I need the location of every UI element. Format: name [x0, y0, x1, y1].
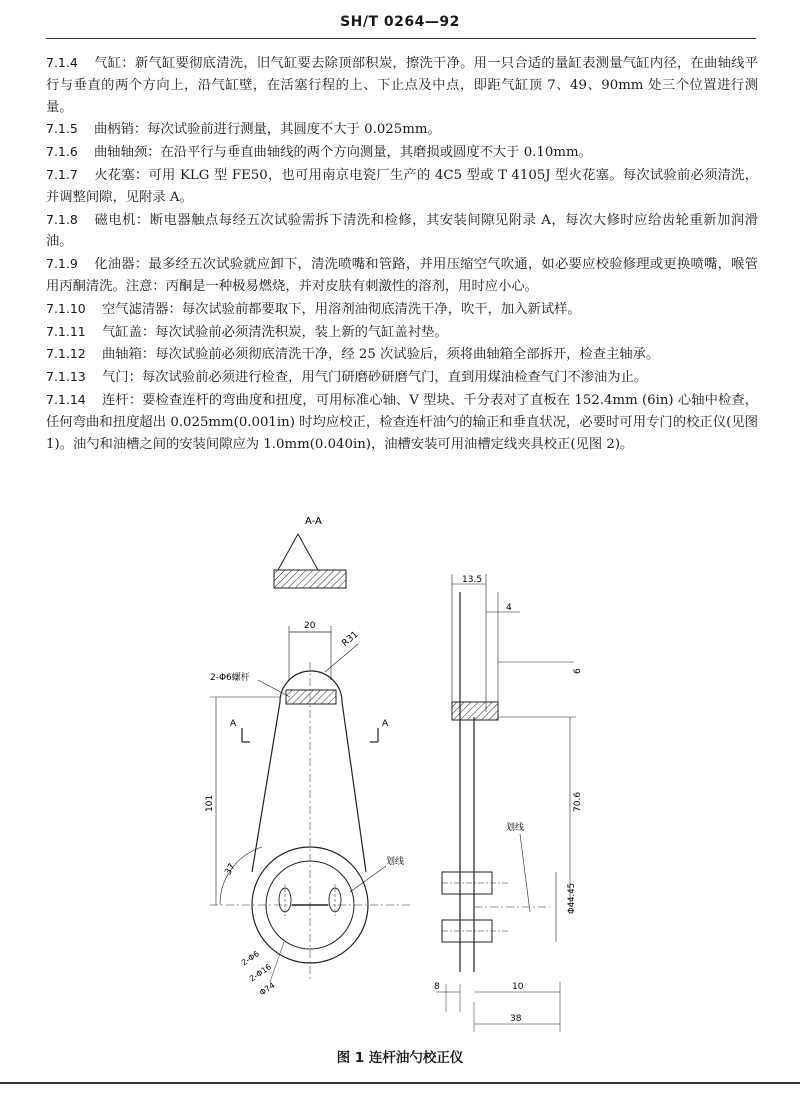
page-header-code: SH/T 0264—92 [340, 14, 460, 30]
dim-phi-44-45: Φ44.45 [567, 882, 577, 914]
paragraph-7-1-8 [46, 209, 758, 254]
scribe-line-label-left: 划线 [386, 857, 405, 867]
paragraph-7-1-13 [46, 366, 758, 389]
clause-text: 气门：每次试验前必须进行检查，用气门研磨砂研磨气门，直到用煤油检查气门不渗油为止。 [102, 370, 648, 386]
dim-70-6: 70.6 [573, 791, 583, 812]
paragraph-7-1-5 [46, 118, 758, 141]
figure-1-drawing [180, 512, 600, 1038]
figure-caption: 图 1 连杆油勺校正仪 [336, 1050, 464, 1066]
clause-text: 曲轴轴颈：在沿平行与垂直曲轴线的两个方向测量，其磨损或圆度不大于 0.10mm。 [94, 145, 592, 161]
dim-101: 101 [205, 794, 215, 812]
clause-number: 7.1.10 [46, 300, 86, 316]
body-text [46, 52, 758, 455]
header-rule [46, 38, 756, 39]
clause-number: 7.1.5 [46, 121, 78, 137]
dim-phi-c: Φ74 [257, 980, 277, 998]
section-aa-label: A-A [305, 516, 322, 527]
paragraph-7-1-11 [46, 321, 758, 344]
clause-number: 7.1.14 [46, 391, 86, 407]
dim-37: 37 [223, 862, 238, 877]
dim-phi-a: 2-Φ6 [239, 949, 261, 968]
section-aa-triangle [278, 534, 318, 570]
clause-number: 7.1.6 [46, 144, 78, 160]
bottom-rule [0, 1082, 800, 1084]
paragraph-7-1-7 [46, 164, 758, 209]
clause-text: 磁电机：断电器触点每经五次试验需拆下清洗和检修，其安装间隙见附录 A，每次大修时应给齿轮重新加润滑油。 [46, 212, 758, 250]
clause-text: 曲柄销：每次试验前进行测量，其圆度不大于 0.025mm。 [94, 122, 441, 138]
clause-number: 7.1.8 [46, 211, 78, 227]
clause-text: 气缸：新气缸要彻底清洗，旧气缸要去除顶部积炭，擦洗干净。用一只合适的量缸表测量气缸内径，在曲轴线平行与垂直的两个方向上，沿气缸壁，在活塞行程的上、下止点及中点，即距气缸顶 7、49、90mm 处三个位置进行测量。 [46, 56, 758, 115]
clause-number: 7.1.9 [46, 256, 78, 272]
clause-text: 曲轴箱：每次试验前必须彻底清洗干净，经 25 次试验后，须将曲轴箱全部拆开，检查主轴承。 [102, 347, 660, 363]
dim-20: 20 [304, 621, 316, 631]
dim-4: 4 [506, 603, 512, 613]
paragraph-7-1-4 [46, 52, 758, 118]
section-mark-a-left: A [230, 719, 237, 729]
clause-text: 化油器：最多经五次试验就应卸下，清洗喷嘴和管路，并用压缩空气吹通，如必要应校验修理或更换喷嘴，喉管用丙酮清洗。注意：丙酮是一种极易燃烧，并对皮肤有刺激性的溶剂，用时应小心。 [46, 257, 758, 294]
dim-phi-b: 2-Φ16 [247, 962, 274, 984]
paragraph-7-1-6 [46, 141, 758, 164]
clause-number: 7.1.7 [46, 166, 78, 182]
clause-number: 7.1.4 [46, 55, 78, 70]
section-aa-hatched-bar [274, 570, 346, 588]
clause-number: 7.1.13 [46, 369, 86, 385]
paragraph-7-1-14 [46, 389, 758, 455]
clause-text: 火花塞：可用 KLG 型 FE50，也可用南京电瓷厂生产的 4C5 型或 T 4105J 型火花塞。每次试验前必须清洗，并调整间隙，见附录 A。 [46, 167, 758, 205]
dim-r31: R31 [340, 629, 361, 649]
clause-text: 空气滤清器：每次试验前都要取下，用溶剂油彻底清洗干净，吹干，加入新试样。 [102, 301, 581, 317]
clause-number: 7.1.11 [46, 323, 86, 339]
clause-text: 连杆：要检查连杆的弯曲度和扭度，可用标准心轴、V 型块、千分表对了直板在 152.4mm (6in) 心轴中检查，任何弯曲和扭度超出 0.025mm(0.001in) 时均应校正，检查连杆油勺的输正和垂直状况，必要时可用专门的校正仪(见图 1)。油勺和油槽之间的安装间隙应为 1.0mm(0.040in)，油槽安装可用油槽定线夹具校正(见图 2)。 [46, 392, 758, 452]
side-view [434, 574, 583, 1032]
dim-6: 6 [573, 668, 583, 674]
dim-10: 10 [512, 982, 524, 992]
section-mark-a-right: A [382, 719, 389, 729]
clause-text: 气缸盖：每次试验前必须清洗积炭，装上新的气缸盖衬垫。 [102, 324, 448, 340]
dim-13-5: 13.5 [462, 575, 483, 585]
paragraph-7-1-12 [46, 343, 758, 366]
bolt-hatch [286, 690, 336, 704]
technical-drawing [180, 512, 600, 1038]
front-view [205, 621, 410, 998]
scribe-line-label-right: 划线 [506, 823, 525, 833]
paragraph-7-1-9 [46, 253, 758, 298]
dim-38: 38 [510, 1014, 522, 1024]
dim-8: 8 [434, 982, 440, 992]
paragraph-7-1-10 [46, 298, 758, 321]
clause-number: 7.1.12 [46, 346, 86, 362]
bolt-label: 2-Φ6螺杆 [210, 673, 250, 683]
